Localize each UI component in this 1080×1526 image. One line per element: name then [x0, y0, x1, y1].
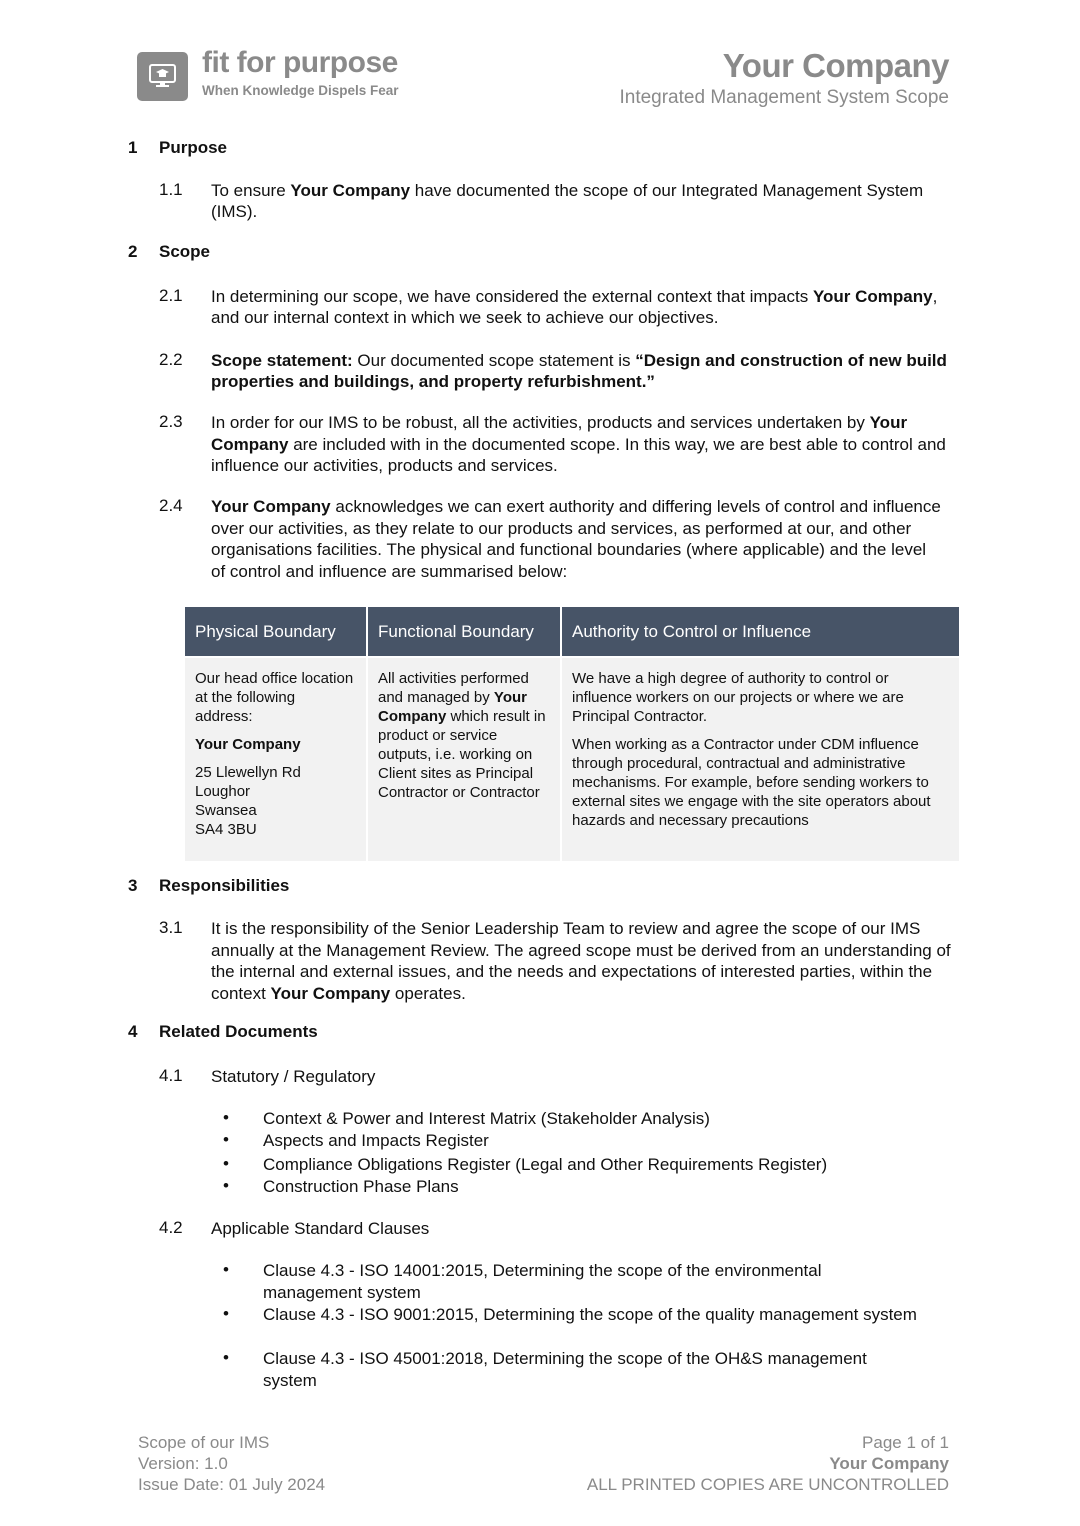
para-2-1: In determining our scope, we have considered the external context that impacts Your Company, and our internal context in which we seek to achieve our objectives.: [211, 287, 938, 327]
para-2-2-number: 2.2: [159, 350, 183, 369]
authority-paragraph: We have a high degree of authority to control or influence workers on our projects or where we are Principal Contractor.: [572, 670, 904, 725]
para-2-3: In order for our IMS to be robust, all the activities, products and services undertaken by Your Company are included with in the documented scope. In this way, we are best able to control and influence our activities, products and services.: [211, 413, 946, 475]
functional-boundary-cell: All activities performed and managed by Your Company which result in product or service outputs, i.e. working on Client sites as Principal Contractor or Contractor: [367, 657, 561, 861]
section-1-title: Purpose: [159, 138, 228, 157]
para-2-4-number: 2.4: [159, 496, 183, 515]
section-2-title: Scope: [159, 242, 211, 261]
address: 25 Llewellyn Rd Loughor Swansea SA4 3BU: [195, 764, 301, 838]
bullet-dot: •: [223, 1348, 229, 1367]
bullet-dot: •: [223, 1154, 229, 1173]
para-2-4: Your Company acknowledges we can exert authority and differing levels of control and influence over our activities, as they relate to our products and services, as performed at our, and other organisations facilities. The physical and functional boundaries (where applicable) and the level of control and influence are summarised below:: [211, 497, 941, 581]
para-2-1-number: 2.1: [159, 286, 183, 305]
para-4-1-number: 4.1: [159, 1066, 183, 1085]
brand-name: fit for purpose: [202, 46, 398, 79]
section-1-number: 1: [128, 138, 138, 157]
document-header: [619, 48, 949, 109]
section-3-number: 3: [128, 876, 138, 895]
physical-boundary-cell: [185, 657, 367, 861]
list-item: Aspects and Impacts Register: [263, 1131, 489, 1150]
list-item: Construction Phase Plans: [263, 1177, 459, 1196]
footer-uncontrolled-notice: ALL PRINTED COPIES ARE UNCONTROLLED: [586, 1475, 949, 1494]
footer-doc-name: Scope of our IMS: [138, 1433, 270, 1452]
para-3-1-number: 3.1: [159, 918, 183, 937]
column-header: Functional Boundary: [367, 607, 561, 657]
column-header: Physical Boundary: [185, 607, 367, 657]
authority-paragraph: When working as a Contractor under CDM influence through procedural, contractual and administrative mechanisms. For example, before sending workers to external sites we engage with the site operators about hazards and necessary precautions: [572, 736, 931, 829]
section-4-number: 4: [128, 1022, 138, 1041]
physical-intro: Our head office location at the following address:: [195, 670, 354, 725]
footer-company: Your Company: [829, 1454, 949, 1473]
column-header: Authority to Control or Influence: [561, 607, 959, 657]
boundary-table: [185, 607, 959, 861]
para-1-1: To ensure Your Company have documented the scope of our Integrated Management System (IMS).: [211, 181, 924, 221]
list-item: Context & Power and Interest Matrix (Stakeholder Analysis): [263, 1109, 710, 1128]
physical-company: Your Company: [195, 736, 301, 753]
para-2-3-number: 2.3: [159, 412, 183, 431]
footer-left: [138, 1432, 325, 1495]
bullet-dot: •: [223, 1176, 229, 1195]
header-document-title: Integrated Management System Scope: [619, 87, 949, 108]
list-item: Clause 4.3 - ISO 45001:2018, Determining the scope of the OH&S management system: [263, 1349, 867, 1390]
brand-logo: [137, 46, 399, 101]
table-row: [185, 657, 959, 861]
section-2-number: 2: [128, 242, 138, 261]
bullet-dot: •: [223, 1304, 229, 1323]
bullet-dot: •: [223, 1130, 229, 1149]
para-4-1: Statutory / Regulatory: [211, 1067, 376, 1086]
footer-issue-date: Issue Date: 01 July 2024: [138, 1475, 326, 1494]
table-header-row: [185, 607, 959, 657]
footer-page-number: Page 1 of 1: [862, 1433, 949, 1452]
bullet-dot: •: [223, 1260, 229, 1279]
section-3-title: Responsibilities: [159, 876, 290, 895]
footer-right: [587, 1432, 949, 1495]
bullet-dot: •: [223, 1108, 229, 1127]
para-1-1-number: 1.1: [159, 180, 183, 199]
para-3-1: It is the responsibility of the Senior Leadership Team to review and agree the scope of our IMS annually at the Management Review. The agreed scope must be derived from an understanding of the internal and external issues, and the needs and expectations of interested parties, within the context Your Company operates.: [211, 919, 951, 1003]
list-item: Clause 4.3 - ISO 14001:2015, Determining the scope of the environmental management system: [263, 1261, 822, 1302]
footer-version: Version: 1.0: [138, 1454, 228, 1473]
para-4-2-number: 4.2: [159, 1218, 183, 1237]
para-2-2-scope-statement: Scope statement: Our documented scope statement is “Design and construction of new build properties and buildings, and property refurbishment.”: [211, 351, 947, 391]
para-4-2: Applicable Standard Clauses: [211, 1219, 430, 1238]
section-4-title: Related Documents: [159, 1022, 318, 1041]
list-item: Clause 4.3 - ISO 9001:2015, Determining the scope of the quality management system: [263, 1305, 917, 1324]
header-company: Your Company: [722, 47, 949, 84]
list-item: Compliance Obligations Register (Legal and Other Requirements Register): [263, 1155, 828, 1174]
monitor-graduation-cap-icon: [137, 52, 188, 101]
brand-tagline: When Knowledge Dispels Fear: [202, 83, 399, 98]
authority-cell: [561, 657, 959, 861]
